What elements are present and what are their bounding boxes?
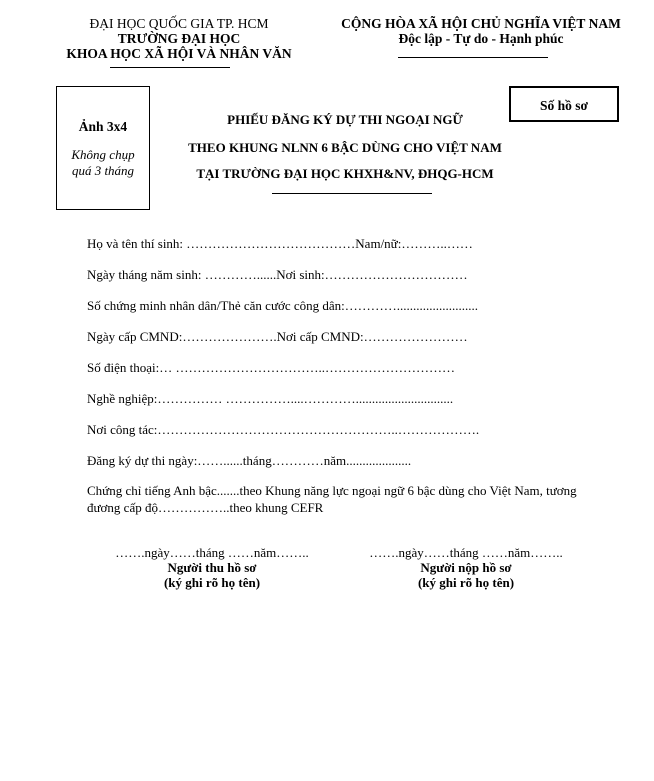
field-certificate (87, 482, 607, 516)
header-left-underline (110, 67, 230, 68)
submitter-role: Người nộp hồ sơ (420, 560, 512, 575)
receiver-date: …….ngày……tháng ……năm…….. (115, 545, 309, 560)
field-id-issue: Ngày cấp CMND:………………….Nơi cấp CMND:…………………… (87, 329, 468, 344)
university-name: ĐẠI HỌC QUỐC GIA TP. HCM (89, 16, 269, 31)
signature-submitter (366, 545, 566, 590)
country-name: CỘNG HÒA XÃ HỘI CHỦ NGHĨA VIỆT NAM (341, 16, 621, 31)
field-id-number: Số chứng minh nhân dân/Thẻ căn cước công dân:…………......................... (87, 298, 479, 313)
certificate-line2: đương cấp độ……………..theo khung CEFR (87, 500, 324, 515)
school-name-line1: TRƯỜNG ĐẠI HỌC (117, 31, 241, 46)
receiver-note: (ký ghi rõ họ tên) (163, 575, 261, 590)
certificate-line1: Chứng chỉ tiếng Anh bậc.......theo Khung năng lực ngoại ngữ 6 bậc dùng cho Việt Nam, tương (87, 483, 577, 498)
field-occupation: Nghề nghiệp:…………… ……………....………….............................. (87, 391, 454, 406)
form-title-line1: PHIẾU ĐĂNG KÝ DỰ THI NGOẠI NGỮ (227, 112, 463, 127)
header-left (54, 16, 304, 61)
photo-note-line1: Không chụp (71, 147, 135, 162)
receiver-role: Người thu hồ sơ (167, 560, 257, 575)
form-title-line2: THEO KHUNG NLNN 6 BẬC DÙNG CHO VIỆT NAM (188, 140, 502, 155)
header-right (326, 16, 636, 46)
submitter-date: …….ngày……tháng ……năm…….. (369, 545, 563, 560)
school-name-line2: KHOA HỌC XÃ HỘI VÀ NHÂN VĂN (66, 46, 292, 61)
signature-receiver (112, 545, 312, 590)
photo-box (56, 86, 150, 210)
field-phone: Số điện thoại:… ……………………………..………………………… (87, 360, 455, 375)
photo-note (57, 147, 149, 179)
motto: Độc lập - Tự do - Hạnh phúc (398, 31, 564, 46)
form-title-line3: TẠI TRƯỜNG ĐẠI HỌC KHXH&NV, ĐHQG-HCM (196, 166, 494, 181)
field-dob: Ngày tháng năm sinh: …………......Nơi sinh:…………………………… (87, 267, 468, 282)
submitter-note: (ký ghi rõ họ tên) (417, 575, 515, 590)
photo-note-line2: quá 3 tháng (71, 163, 135, 178)
field-workplace: Nơi công tác:………………………………………………..………………. (87, 422, 480, 437)
field-name: Họ và tên thí sinh: …………………………………Nam/nữ:………..…… (87, 236, 473, 251)
title-underline (272, 193, 432, 194)
field-exam-date: Đăng ký dự thi ngày:……......tháng…………năm.................... (87, 453, 412, 468)
photo-title: Ảnh 3x4 (78, 119, 128, 134)
dossier-number-box: Số hồ sơ (509, 86, 619, 122)
header-right-underline (398, 57, 548, 58)
